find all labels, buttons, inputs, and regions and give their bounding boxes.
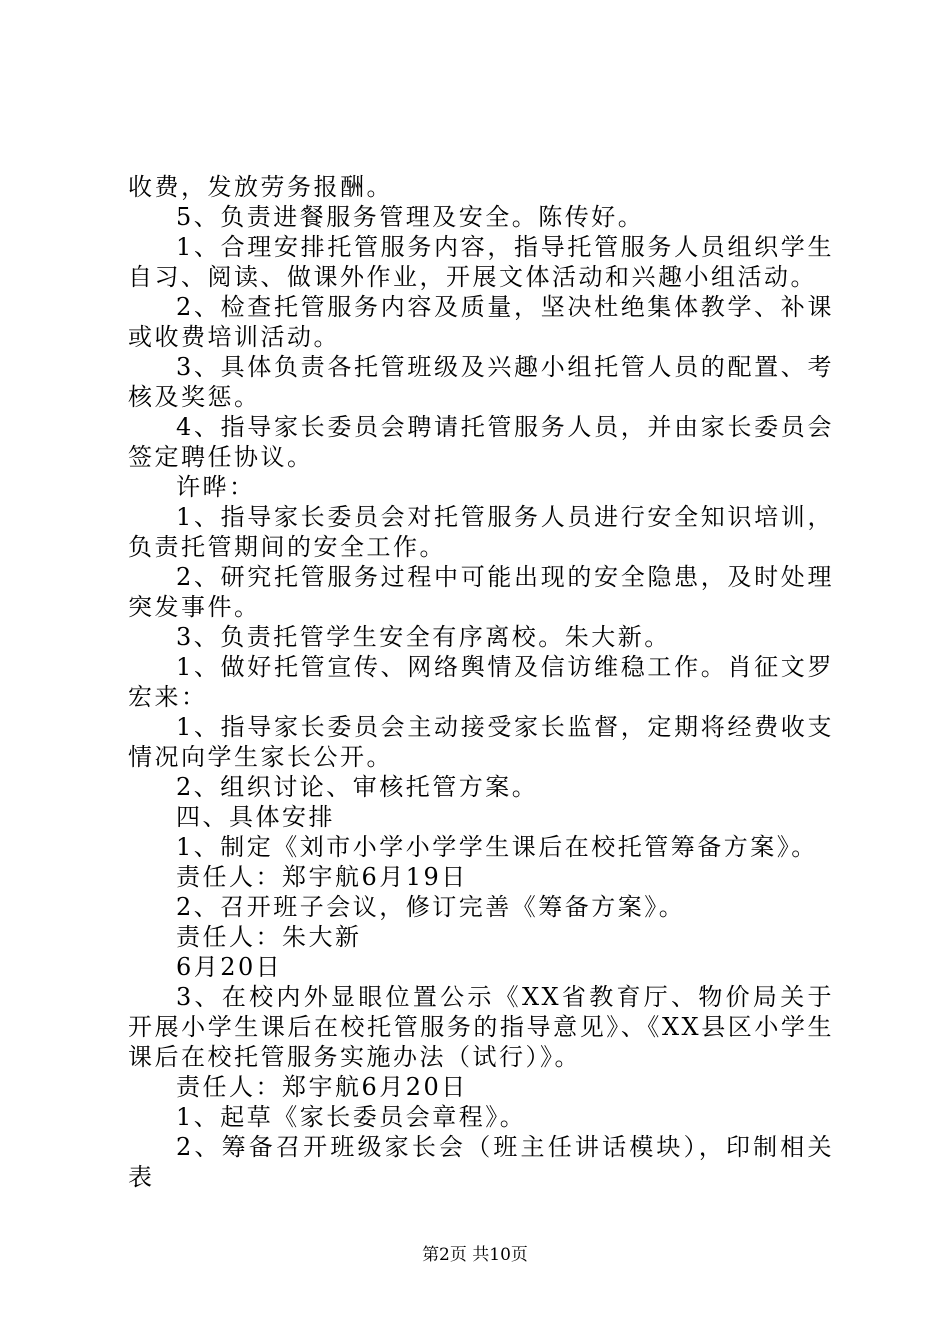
paragraph: 3、负责托管学生安全有序离校。朱大新。 (176, 623, 671, 651)
paragraph: 2、检查托管服务内容及质量，坚决杜绝集体教学、补课或收费培训活动。 (128, 293, 834, 351)
page-footer: 第2页 共10页 (422, 1245, 528, 1265)
paragraph: 1、合理安排托管服务内容，指导托管服务人员组织学生自习、阅读、做课外作业，开展文体活动和兴趣小组活动。 (128, 233, 834, 291)
paragraph: 1、指导家长委员会对托管服务人员进行安全知识培训，负责托管期间的安全工作。 (128, 503, 834, 561)
paragraph: 2、组织讨论、审核托管方案。 (176, 773, 539, 801)
paragraph: 4、指导家长委员会聘请托管服务人员，并由家长委员会签定聘任协议。 (128, 413, 834, 471)
paragraph: 责任人：郑宇航6月20日 (176, 1073, 468, 1101)
document-body (128, 172, 834, 1192)
paragraph: 责任人：郑宇航6月19日 (176, 863, 468, 891)
paragraph: 1、起草《家长委员会章程》。 (176, 1103, 527, 1131)
paragraph: 2、召开班子会议，修订完善《筹备方案》。 (176, 893, 686, 921)
paragraph: 四、具体安排 (176, 803, 335, 831)
paragraph: 2、研究托管服务过程中可能出现的安全隐患，及时处理突发事件。 (128, 563, 834, 621)
paragraph: 6月20日 (176, 953, 283, 981)
paragraph: 1、制定《刘市小学小学学生课后在校托管筹备方案》。 (176, 833, 818, 861)
paragraph: 5、负责进餐服务管理及安全。陈传好。 (176, 203, 645, 231)
paragraph: 1、指导家长委员会主动接受家长监督，定期将经费收支情况向学生家长公开。 (128, 713, 834, 771)
paragraph: 3、具体负责各托管班级及兴趣小组托管人员的配置、考核及奖惩。 (128, 353, 834, 411)
paragraph: 3、在校内外显眼位置公示《XX省教育厅、物价局关于开展小学生课后在校托管服务的指导意见》、《XX县区小学生课后在校托管服务实施办法（试行）》。 (128, 983, 834, 1071)
paragraph: 2、筹备召开班级家长会（班主任讲话模块），印制相关表 (128, 1133, 834, 1191)
paragraph: 责任人：朱大新 (176, 923, 362, 951)
paragraph: 收费，发放劳务报酬。 (128, 173, 393, 201)
paragraph: 许晔： (176, 473, 256, 501)
paragraph: 1、做好托管宣传、网络舆情及信访维稳工作。肖征文罗宏来： (128, 653, 834, 711)
